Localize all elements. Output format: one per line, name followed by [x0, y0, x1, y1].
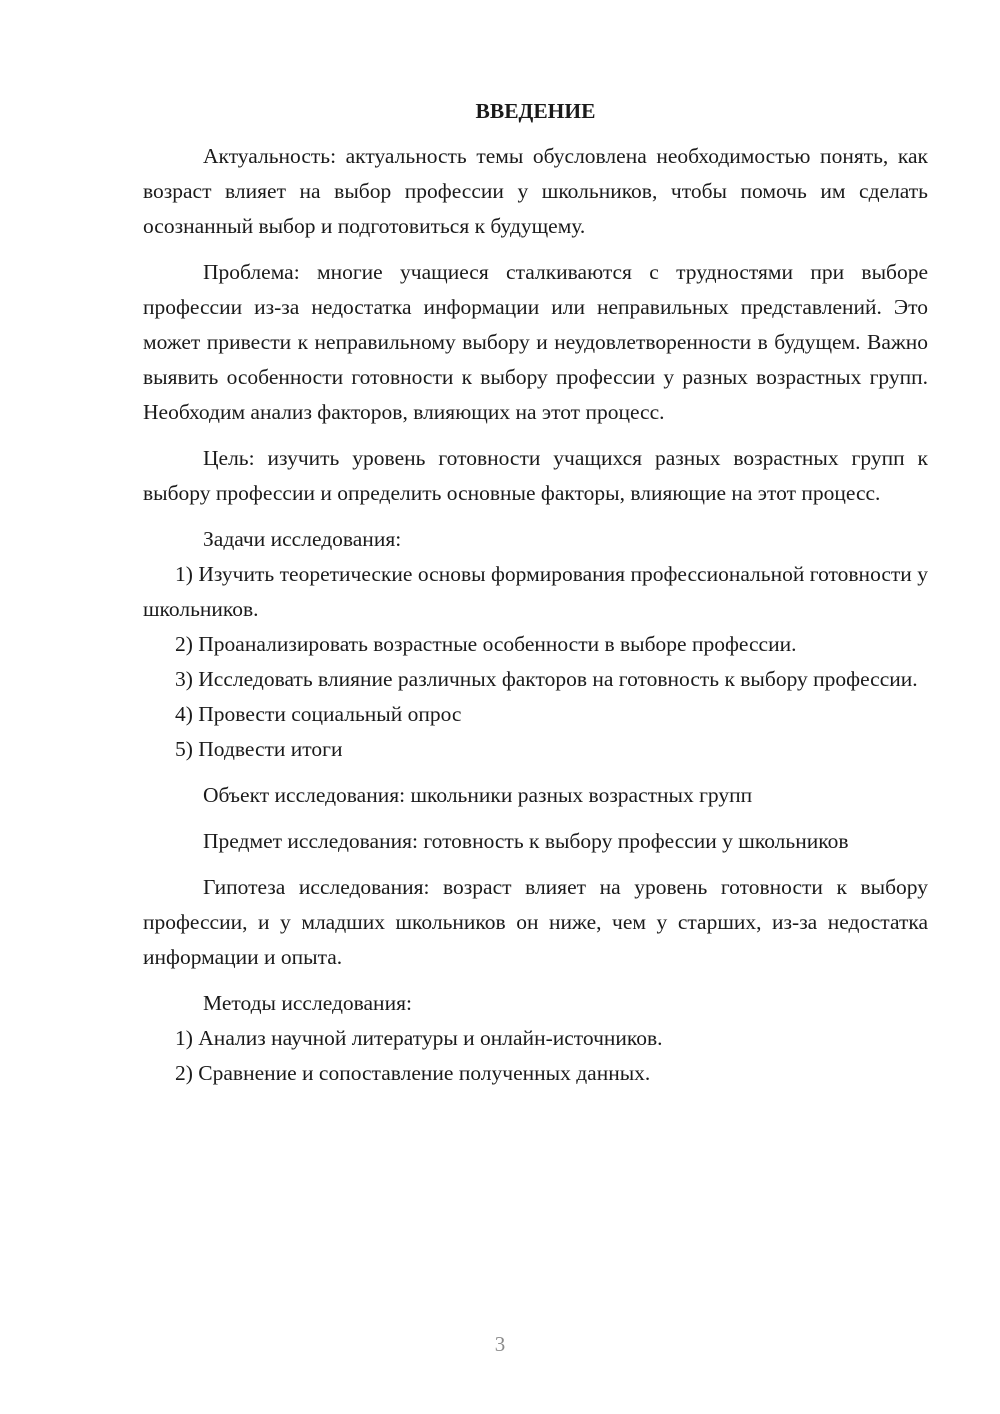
list-item: 3) Исследовать влияние различных факторов на готовность к выбору профессии.	[175, 667, 918, 691]
page-title: ВВЕДЕНИЕ	[475, 99, 596, 123]
tasks-heading: Задачи исследования:	[203, 527, 402, 551]
methods-heading: Методы исследования:	[203, 991, 412, 1015]
hypothesis-paragraph: Гипотеза исследования: возраст влияет на уровень готовности к выбору профессии, и у младших школьников он ниже, чем у старших, из-за недостатка информации и опыта.	[143, 875, 928, 969]
list-item: 2) Проанализировать возрастные особенности в выборе профессии.	[175, 632, 797, 656]
page-content	[143, 94, 928, 1091]
list-item: 1) Анализ научной литературы и онлайн-источников.	[175, 1026, 663, 1050]
subject-paragraph: Предмет исследования: готовность к выбору профессии у школьников	[203, 829, 849, 853]
list-item: 5) Подвести итоги	[175, 737, 343, 761]
list-item: 2) Сравнение и сопоставление полученных данных.	[175, 1061, 651, 1085]
methods-list	[143, 1021, 928, 1091]
list-item: 4) Провести социальный опрос	[175, 702, 462, 726]
goal-paragraph: Цель: изучить уровень готовности учащихся разных возрастных групп к выбору профессии и определить основные факторы, влияющие на этот процесс.	[143, 446, 928, 505]
object-paragraph: Объект исследования: школьники разных возрастных групп	[203, 783, 753, 807]
tasks-list	[143, 557, 928, 767]
relevance-paragraph: Актуальность: актуальность темы обусловлена необходимостью понять, как возраст влияет на выбор профессии у школьников, чтобы помочь им сделать осознанный выбор и подготовиться к будущему.	[143, 144, 928, 238]
problem-paragraph: Проблема: многие учащиеся сталкиваются с трудностями при выборе профессии из-за недостатка информации или неправильных представлений. Это может привести к неправильному выбору и неудовлетворенности в будущем. Важно выявить особенности готовности к выбору профессии у разных возрастных групп. Необходим анализ факторов, влияющих на этот процесс.	[143, 260, 928, 424]
list-item: 1) Изучить теоретические основы формирования профессиональной готовности у школьников.	[143, 562, 928, 621]
page-number: 3	[494, 1332, 506, 1356]
